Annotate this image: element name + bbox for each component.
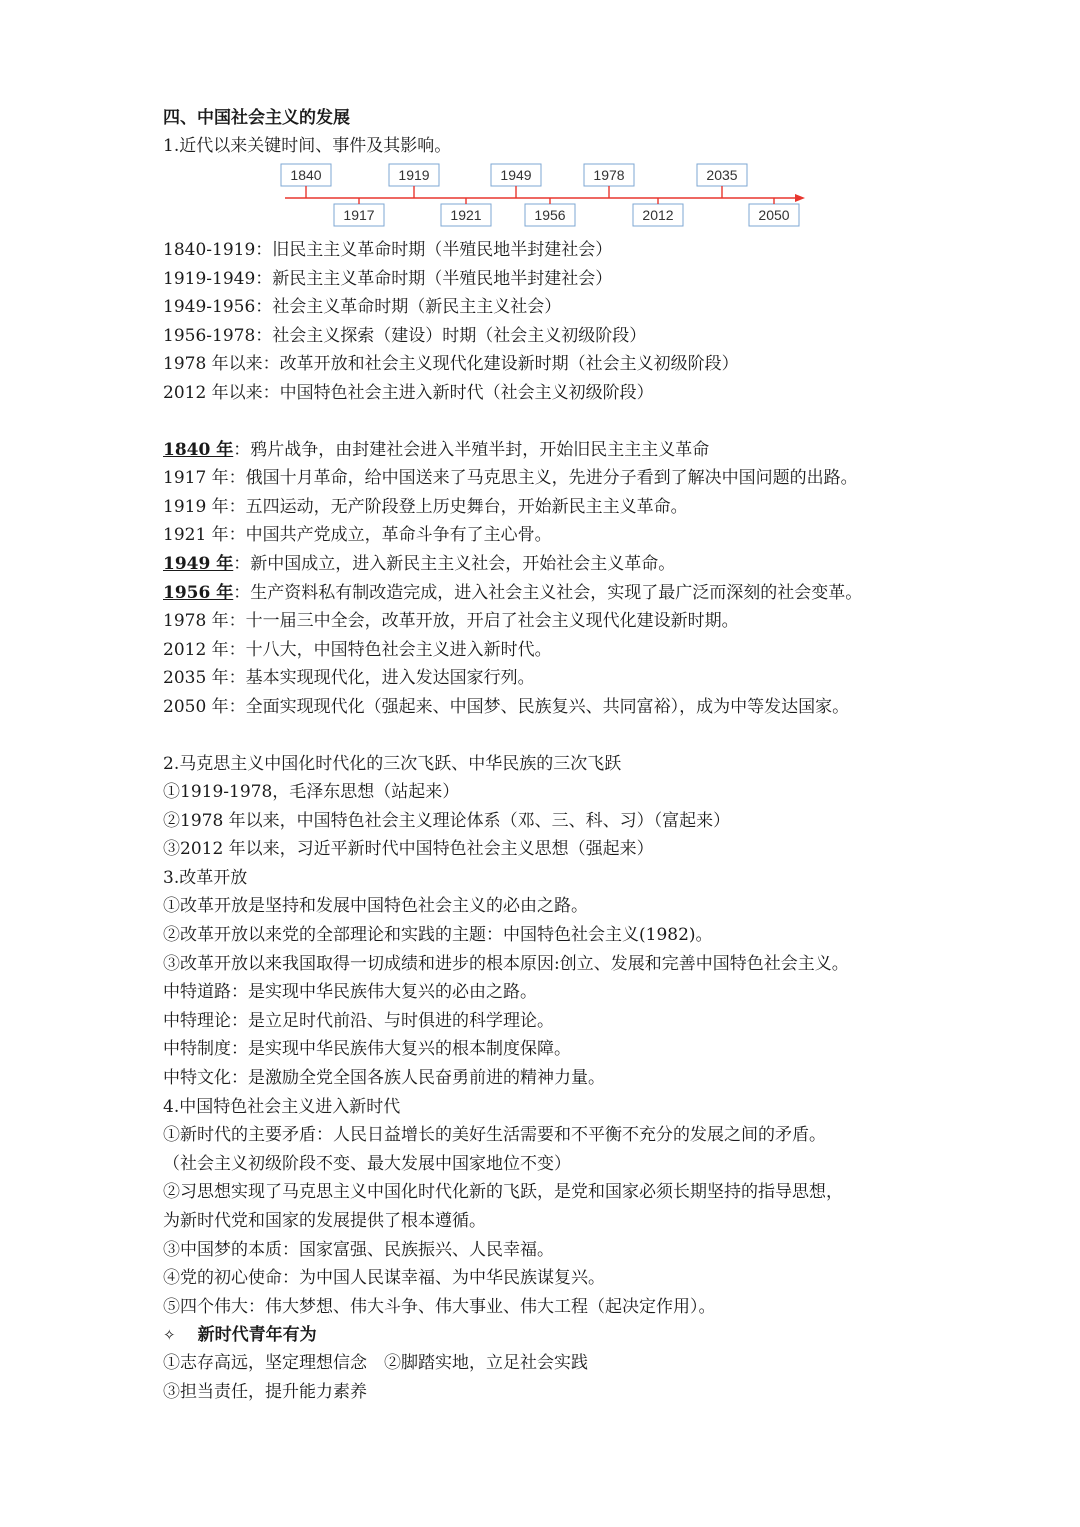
event-list [163,436,943,722]
event-line [163,607,943,636]
event-text: ：基本实现现代化，进入发达国家行列。 [228,668,535,689]
event-year: 1919 年 [163,496,229,517]
q3-item: ③改革开放以来我国取得一切成绩和进步的根本原因:创立、发展和完善中国特色社会主义。 [163,953,849,974]
event-line [163,464,943,493]
timeline-year-label: 1956 [534,207,566,223]
period-list [163,236,943,408]
event-line [163,664,943,693]
timeline-arrowhead [795,194,805,202]
q2-item: ②1978 年以来，中国特色社会主义理论体系（邓、三、科、习）（富起来） [163,810,731,831]
youth-title: 新时代青年有为 [197,1325,317,1346]
event-line [163,493,943,522]
timeline-year-label: 1978 [593,167,625,183]
youth-line-1: ①志存高远，坚定理想信念 ②脚踏实地，立足社会实践 [163,1353,588,1374]
timeline-year-label: 1921 [450,207,482,223]
q2-item: ①1919-1978，毛泽东思想（站起来） [163,782,460,803]
event-text: ：俄国十月革命，给中国送来了马克思主义，先进分子看到了解决中国问题的出路。 [228,468,858,489]
timeline-year-label: 1840 [290,167,322,183]
event-text: ：生产资料私有制改造完成，进入社会主义社会，实现了最广泛而深刻的社会变革。 [233,582,863,603]
timeline-year-label: 1949 [500,167,532,183]
event-line [163,521,943,550]
event-year: 2035 年 [163,668,229,689]
q4-item: ⑤四个伟大：伟大梦想、伟大斗争、伟大事业、伟大工程（起决定作用）。 [163,1296,716,1317]
q4-title: 4.中国特色社会主义进入新时代 [163,1096,401,1117]
q4-list [163,1121,943,1321]
event-text: ：新中国成立，进入新民主主义社会，开始社会主义革命。 [233,553,676,574]
timeline-year-label: 2012 [642,207,674,223]
event-year: 1956 年 [163,582,234,603]
timeline-year-label: 2050 [758,207,790,223]
q4-item: ④党的初心使命：为中国人民谋幸福、为中华民族谋复兴。 [163,1268,605,1289]
event-year: 2050 年 [163,696,229,717]
period-line: 1978 年以来：改革开放和社会主义现代化建设新时期（社会主义初级阶段） [163,354,739,375]
event-text: ：五四运动，无产阶段登上历史舞台，开始新民主主义革命。 [228,496,688,517]
q1-title: 1.近代以来关键时间、事件及其影响。 [163,136,452,156]
timeline-year-label: 1917 [343,207,375,223]
timeline-year-label: 2035 [706,167,738,183]
event-year: 1921 年 [163,525,229,546]
event-year: 1978 年 [163,611,229,632]
period-line: 1840-1919：旧民主主义革命时期（半殖民地半封建社会） [163,240,613,260]
q3-item: 中特制度：是实现中华民族伟大复兴的根本制度保障。 [163,1039,571,1060]
period-line: 2012 年以来：中国特色社会主进入新时代（社会主义初级阶段） [163,382,654,403]
q2-item: ③2012 年以来，习近平新时代中国特色社会主义思想（强起来） [163,839,654,860]
q4-item: ①新时代的主要矛盾：人民日益增长的美好生活需要和不平衡不充分的发展之间的矛盾。 [163,1125,826,1146]
q4-item: ②习思想实现了马克思主义中国化时代化新的飞跃，是党和国家必须长期坚持的指导思想， [163,1182,843,1203]
q3-item: 中特理论：是立足时代前沿、与时俱进的科学理论。 [163,1010,554,1031]
q4-item: （社会主义初级阶段不变、最大发展中国家地位不变） [163,1153,571,1174]
q2-list [163,778,943,864]
q3-title: 3.改革开放 [163,867,248,888]
q4-item: 为新时代党和国家的发展提供了根本遵循。 [163,1211,486,1231]
period-line: 1949-1956：社会主义革命时期（新民主主义社会） [163,297,562,318]
event-line [163,693,943,722]
event-line [163,636,943,665]
event-year: 1840 年 [163,439,234,460]
youth-line-2: ③担当责任，提升能力素养 [163,1381,367,1402]
timeline-year-label: 1919 [398,167,430,183]
event-text: ：鸦片战争，由封建社会进入半殖半封，开始旧民主主主义革命 [233,439,710,460]
period-line: 1956-1978：社会主义探索（建设）时期（社会主义初级阶段） [163,325,647,346]
event-text: ：十一届三中全会，改革开放，开启了社会主义现代化建设新时期。 [228,611,739,632]
sparkle-icon: ✧ [163,1326,176,1345]
period-line: 1919-1949：新民主主义革命时期（半殖民地半封建社会） [163,268,613,289]
timeline-diagram [163,160,943,230]
event-year: 1917 年 [163,468,229,489]
event-year: 1949 年 [163,553,234,574]
event-text: ：十八大，中国特色社会主义进入新时代。 [228,639,552,660]
youth-heading [163,1321,943,1349]
event-text: ：全面实现现代化（强起来、中国梦、民族复兴、共同富裕），成为中等发达国家。 [228,696,850,717]
q3-item: 中特文化：是激励全党全国各族人民奋勇前进的精神力量。 [163,1068,605,1089]
q2-title: 2.马克思主义中国化时代化的三次飞跃、中华民族的三次飞跃 [163,753,622,774]
q3-item: ①改革开放是坚持和发展中国特色社会主义的必由之路。 [163,896,588,917]
section-title: 四、中国社会主义的发展 [163,108,350,128]
q3-item: ②改革开放以来党的全部理论和实践的主题：中国特色社会主义(1982)。 [163,925,713,946]
event-line [163,436,943,465]
q3-list [163,892,943,1092]
timeline-svg [163,160,943,230]
q3-item: 中特道路：是实现中华民族伟大复兴的必由之路。 [163,982,537,1003]
q4-item: ③中国梦的本质：国家富强、民族振兴、人民幸福。 [163,1239,554,1260]
event-year: 2012 年 [163,639,229,660]
event-text: ：中国共产党成立，革命斗争有了主心骨。 [228,525,552,546]
event-line [163,550,943,579]
document-page [163,104,943,1407]
event-line [163,579,943,608]
